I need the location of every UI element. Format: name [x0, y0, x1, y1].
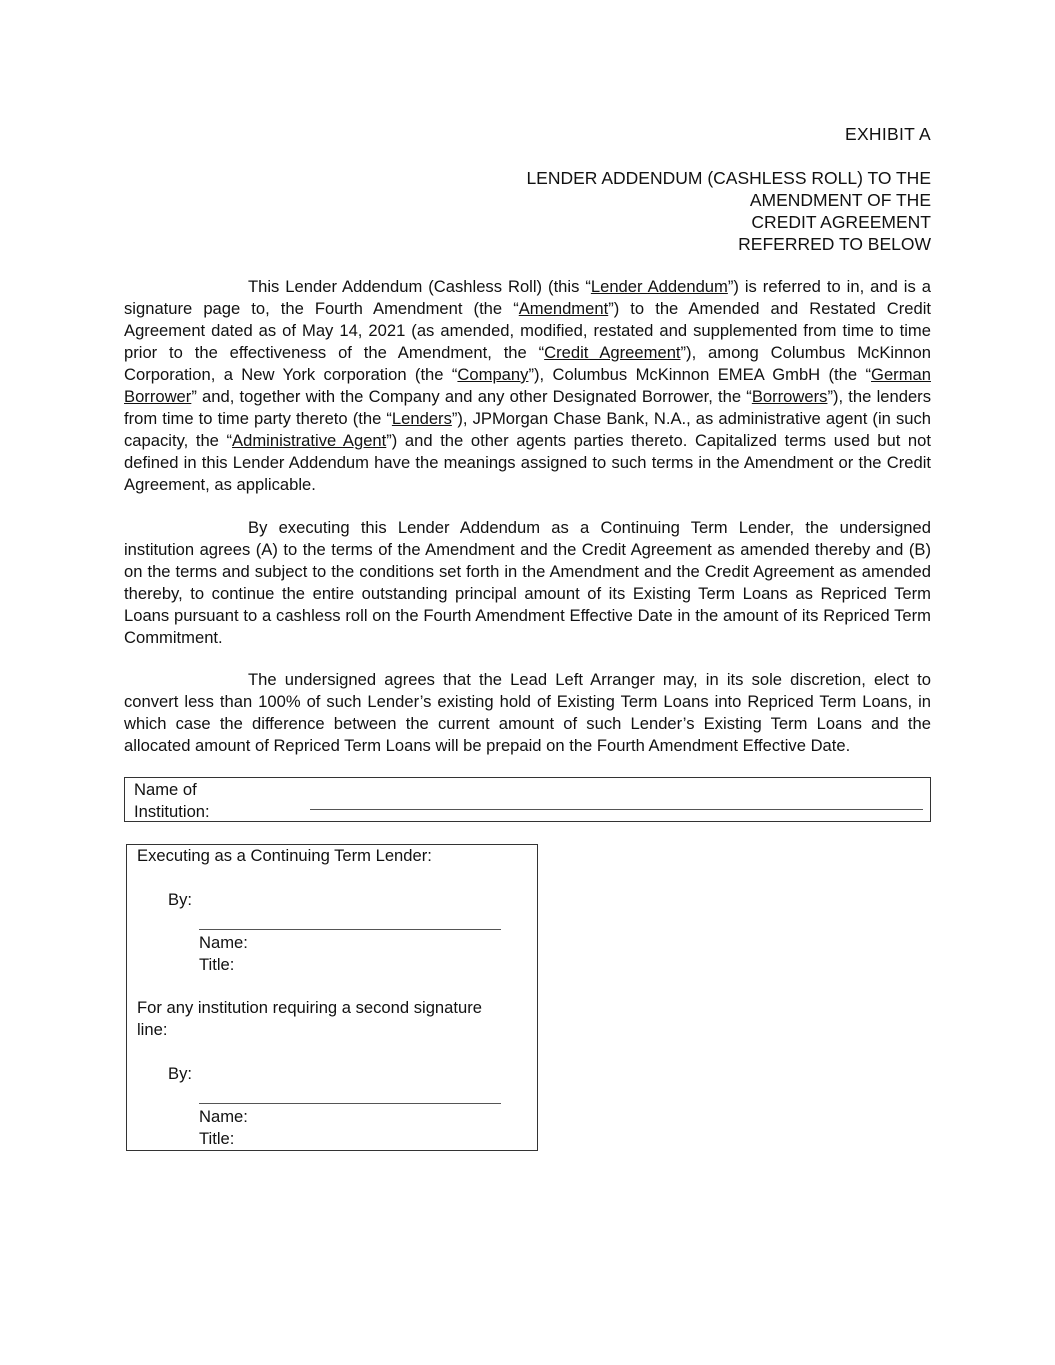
title-label-second: Title: — [199, 1129, 235, 1148]
defined-term-borrowers: Borrowers — [751, 387, 828, 406]
defined-term-credit-agreement: Credit Agreement — [544, 343, 681, 362]
heading-line: REFERRED TO BELOW — [738, 234, 931, 254]
heading-line: AMENDMENT OF THE — [749, 190, 931, 210]
name-label: Name: — [199, 933, 248, 952]
defined-term-company: Company — [457, 365, 529, 384]
text-run: ”) to the Amended and Restated Credit Agreement dated as of May 14, 2021 (as amended, modified, restated and supplemented from time to time prior to the effectiveness of the Amendment, the “ — [124, 299, 931, 362]
second-signature-label: For any institution requiring a second signature line: — [137, 998, 482, 1039]
signature-line[interactable] — [199, 929, 501, 930]
defined-term-lender-addendum: Lender Addendum — [590, 277, 728, 296]
text-run: ”), Columbus McKinnon EMEA GmbH (the “ — [528, 365, 872, 384]
intro-paragraph — [124, 276, 931, 496]
institution-label — [134, 779, 210, 823]
text-run: ”) is referred to in, and is a signature page to, the Fourth Amendment (the “ — [124, 277, 931, 318]
by-label: By: — [168, 890, 192, 909]
title-label: Title: — [199, 955, 235, 974]
defined-term-lenders: Lenders — [391, 409, 452, 428]
institution-label-line1: Name of — [134, 780, 197, 799]
by-label-second: By: — [168, 1064, 192, 1083]
second-signature-line[interactable] — [199, 1103, 501, 1104]
text-run: ” and, together with the Company and any other Designated Borrower, the “ — [191, 387, 752, 406]
institution-name-box — [124, 777, 931, 822]
signature-block — [126, 844, 538, 1151]
conversion-paragraph: The undersigned agrees that the Lead Left Arranger may, in its sole discretion, elect to convert less than 100% of such Lender’s existing hold of Existing Term Loans into Repriced Term Loans, in which case the difference between the current amount of such Lender’s Existing Term Loans and the allocated amount of Repriced Term Loans will be prepaid on the Fourth Amendment Effective Date. — [124, 670, 931, 755]
defined-term-german-borrower: German Borrower — [124, 365, 931, 406]
heading-line: CREDIT AGREEMENT — [751, 212, 931, 232]
document-heading — [526, 167, 931, 255]
text-run: ”) and the other agents parties thereto. Capitalized terms used but not defined in this Lender Addendum have the meanings assigned to such terms in the Amendment or the Credit Agreement, as applicable. — [124, 431, 931, 494]
defined-term-administrative-agent: Administrative Agent — [232, 431, 387, 450]
text-run: ”), JPMorgan Chase Bank, N.A., as administrative agent (in such capacity, the “ — [124, 409, 931, 450]
name-label-second: Name: — [199, 1107, 248, 1126]
execution-paragraph: By executing this Lender Addendum as a Continuing Term Lender, the undersigned institution agrees (A) to the terms of the Amendment and the Credit Agreement as amended thereby and (B) on the terms and subject to the conditions set forth in the Amendment and the Credit Agreement as amended thereby, to continue the entire outstanding principal amount of its Existing Term Loans as Repriced Term Loans pursuant to a cashless roll on the Fourth Amendment Effective Date in the amount of its Repriced Term Commitment. — [124, 518, 931, 647]
executing-label: Executing as a Continuing Term Lender: — [137, 846, 432, 865]
heading-line: LENDER ADDENDUM (CASHLESS ROLL) TO THE — [526, 168, 931, 188]
text-run: ”), among Columbus McKinnon Corporation, a New York corporation (the “ — [124, 343, 931, 384]
defined-term-amendment: Amendment — [518, 299, 609, 318]
institution-signature-line[interactable] — [310, 809, 923, 810]
institution-label-line2: Institution: — [134, 802, 210, 821]
text-run: ”), the lenders from time to time party thereto (the “ — [124, 387, 932, 428]
text-run: This Lender Addendum (Cashless Roll) (this “ — [248, 277, 591, 296]
exhibit-label: EXHIBIT A — [844, 124, 931, 144]
